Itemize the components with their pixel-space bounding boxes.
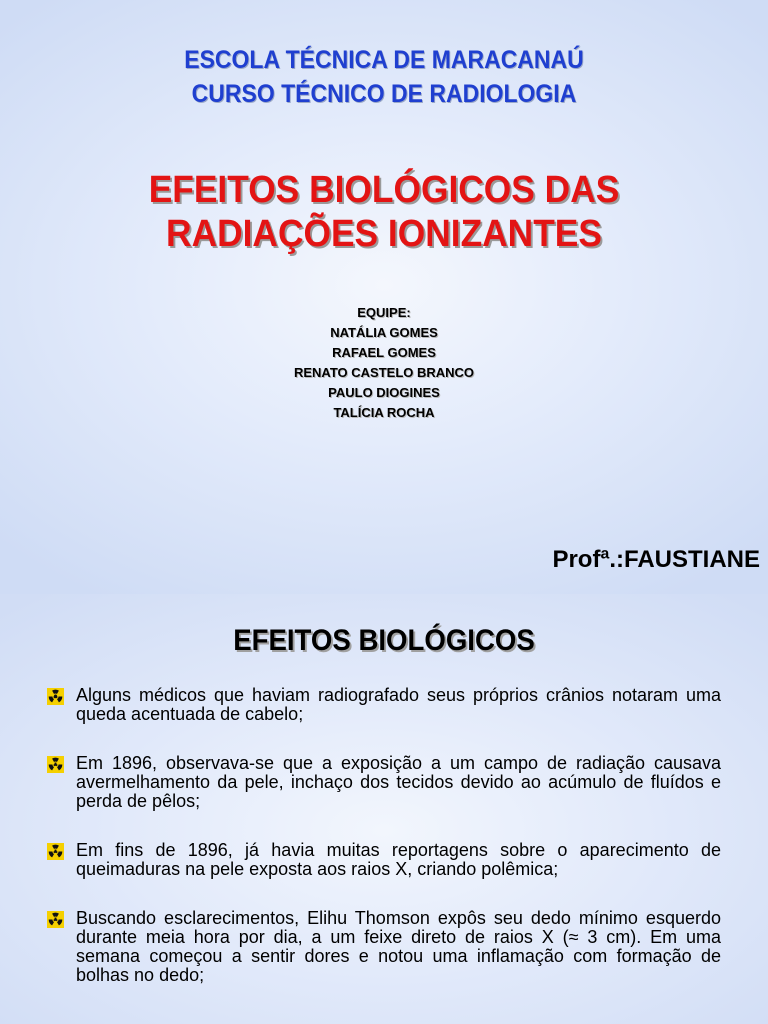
course-name: CURSO TÉCNICO DE RADIOLOGIA bbox=[191, 80, 577, 108]
team-list bbox=[0, 303, 768, 423]
slide-title: EFEITOS BIOLÓGICOS bbox=[233, 624, 535, 657]
radiation-icon bbox=[47, 843, 64, 860]
presentation-title-line1: EFEITOS BIOLÓGICOS DAS bbox=[148, 169, 620, 211]
bullet-text: Em fins de 1896, já havia muitas reportagens sobre o aparecimento de queimaduras na pele exposta aos raios X, criando polêmica; bbox=[76, 840, 721, 879]
bullet-text: Em 1896, observava-se que a exposição a um campo de radiação causava avermelhamento da pele, inchaço dos tecidos devido ao acúmulo de fluídos e perda de pêlos; bbox=[76, 753, 721, 811]
presentation-title-line2: RADIAÇÕES IONIZANTES bbox=[166, 213, 602, 255]
list-item bbox=[45, 686, 721, 724]
team-member: TALÍCIA ROCHA bbox=[333, 405, 435, 420]
team-member: PAULO DIOGINES bbox=[328, 385, 440, 400]
bullet-text: Buscando esclarecimentos, Elihu Thomson expôs seu dedo mínimo esquerdo durante meia hora por dia, a um feixe direto de raios X (≈ 3 cm). Em uma semana começou a sentir dores e notou uma inflamação com formação de bolhas no dedo; bbox=[76, 908, 721, 985]
team-member: NATÁLIA GOMES bbox=[330, 325, 438, 340]
school-name: ESCOLA TÉCNICA DE MARACANAÚ bbox=[184, 46, 584, 74]
team-heading: EQUIPE: bbox=[357, 305, 411, 320]
bullet-text: Alguns médicos que haviam radiografado seus próprios crânios notaram uma queda acentuada de cabelo; bbox=[76, 685, 721, 724]
list-item bbox=[45, 909, 721, 985]
radiation-icon bbox=[47, 911, 64, 928]
bullet-list bbox=[45, 686, 721, 1015]
radiation-icon bbox=[47, 688, 64, 705]
content-slide bbox=[0, 594, 768, 1024]
professor-name: Profª.:FAUSTIANE bbox=[552, 546, 760, 573]
list-item bbox=[45, 754, 721, 811]
list-item bbox=[45, 841, 721, 879]
team-member: RENATO CASTELO BRANCO bbox=[293, 365, 475, 380]
team-member: RAFAEL GOMES bbox=[332, 345, 436, 360]
radiation-icon bbox=[47, 756, 64, 773]
